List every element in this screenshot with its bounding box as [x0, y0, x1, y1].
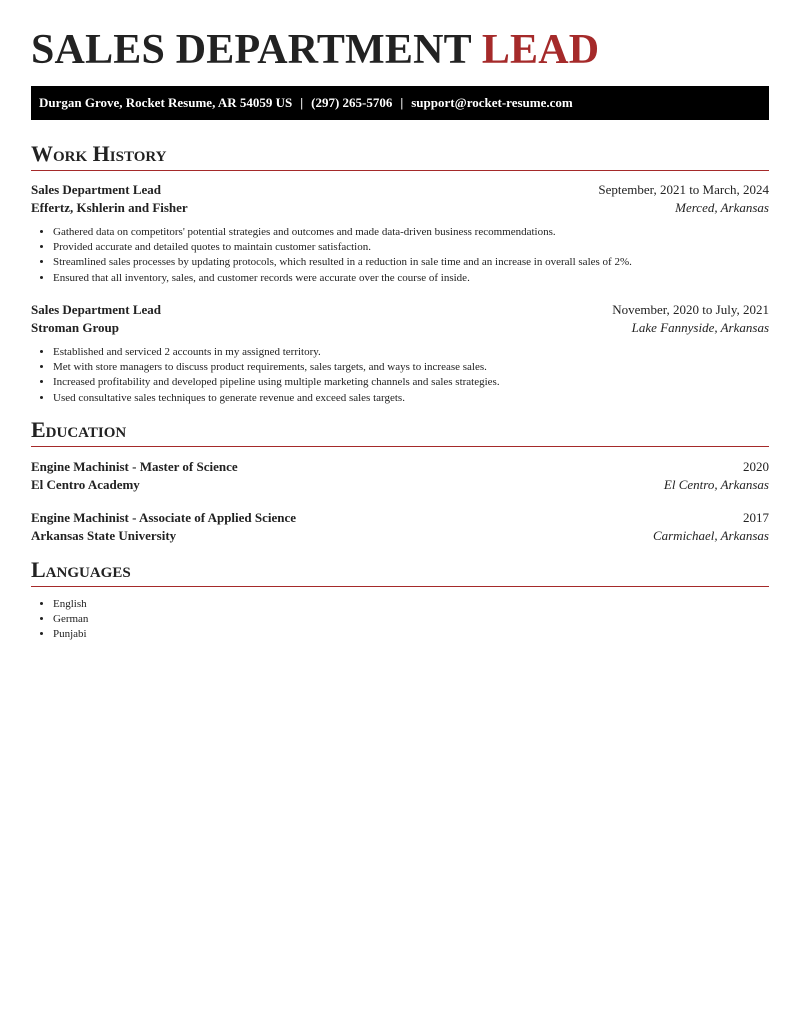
school-name: El Centro Academy [31, 477, 140, 492]
contact-phone: (297) 265-5706 [311, 95, 393, 110]
company-name: Stroman Group [31, 320, 120, 335]
school-name: Arkansas State University [31, 528, 177, 543]
school-location: El Centro, Arkansas [663, 477, 769, 492]
list-item: • Gathered data on competitors' potential strategies and outcomes and made data-driven business recommendations. [53, 225, 769, 240]
work-entry [31, 301, 769, 406]
languages-list [31, 589, 769, 643]
work-entry [31, 181, 769, 286]
education-entry [31, 509, 769, 545]
list-item: • Increased profitability and developed pipeline using multiple marketing channels and sales strategies. [53, 375, 769, 390]
page-title [31, 26, 599, 74]
job-title: Sales Department Lead [31, 302, 161, 317]
list-item: • Provided accurate and detailed quotes to maintain customer satisfaction. [53, 240, 769, 255]
job-dates: November, 2020 to July, 2021 [612, 302, 769, 317]
contact-separator: | [400, 95, 404, 110]
section-title-education: Education [31, 417, 769, 447]
job-bullets [31, 225, 769, 286]
graduation-year: 2017 [743, 510, 769, 525]
list-item: • Used consultative sales techniques to generate revenue and exceed sales targets. [53, 391, 769, 406]
contact-address: Durgan Grove, Rocket Resume, AR 54059 US [39, 95, 293, 110]
list-item: • English [53, 597, 769, 612]
job-location: Merced, Arkansas [675, 200, 769, 215]
list-item: • Ensured that all inventory, sales, and customer records were accurate over the course of inside. [53, 271, 769, 286]
contact-bar [31, 86, 769, 120]
job-title: Sales Department Lead [31, 182, 161, 197]
contact-email: support@rocket-resume.com [411, 95, 573, 110]
job-dates: September, 2021 to March, 2024 [598, 182, 769, 197]
education-entry [31, 458, 769, 494]
list-item: • Established and serviced 2 accounts in my assigned territory. [53, 345, 769, 360]
job-bullets [31, 345, 769, 406]
name-first: SALES DEPARTMENT [31, 27, 472, 73]
school-location: Carmichael, Arkansas [652, 528, 769, 543]
degree-name: Engine Machinist - Associate of Applied Science [31, 510, 297, 525]
name-last: LEAD [481, 27, 600, 73]
company-name: Effertz, Kshlerin and Fisher [31, 200, 188, 215]
section-title-work-history: Work History [31, 141, 769, 171]
section-title-languages: Languages [31, 557, 769, 587]
degree-name: Engine Machinist - Master of Science [31, 459, 238, 474]
contact-separator: | [300, 95, 304, 110]
graduation-year: 2020 [743, 459, 769, 474]
list-item: • Met with store managers to discuss product requirements, sales targets, and ways to increase sales. [53, 360, 769, 375]
job-location: Lake Fannyside, Arkansas [631, 320, 769, 335]
list-item: • German [53, 612, 769, 627]
language-bullets [31, 597, 769, 643]
list-item: • Streamlined sales processes by updating protocols, which resulted in a reduction in sale time and an increase in overall sales of 2%. [53, 255, 769, 270]
list-item: • Punjabi [53, 627, 769, 642]
